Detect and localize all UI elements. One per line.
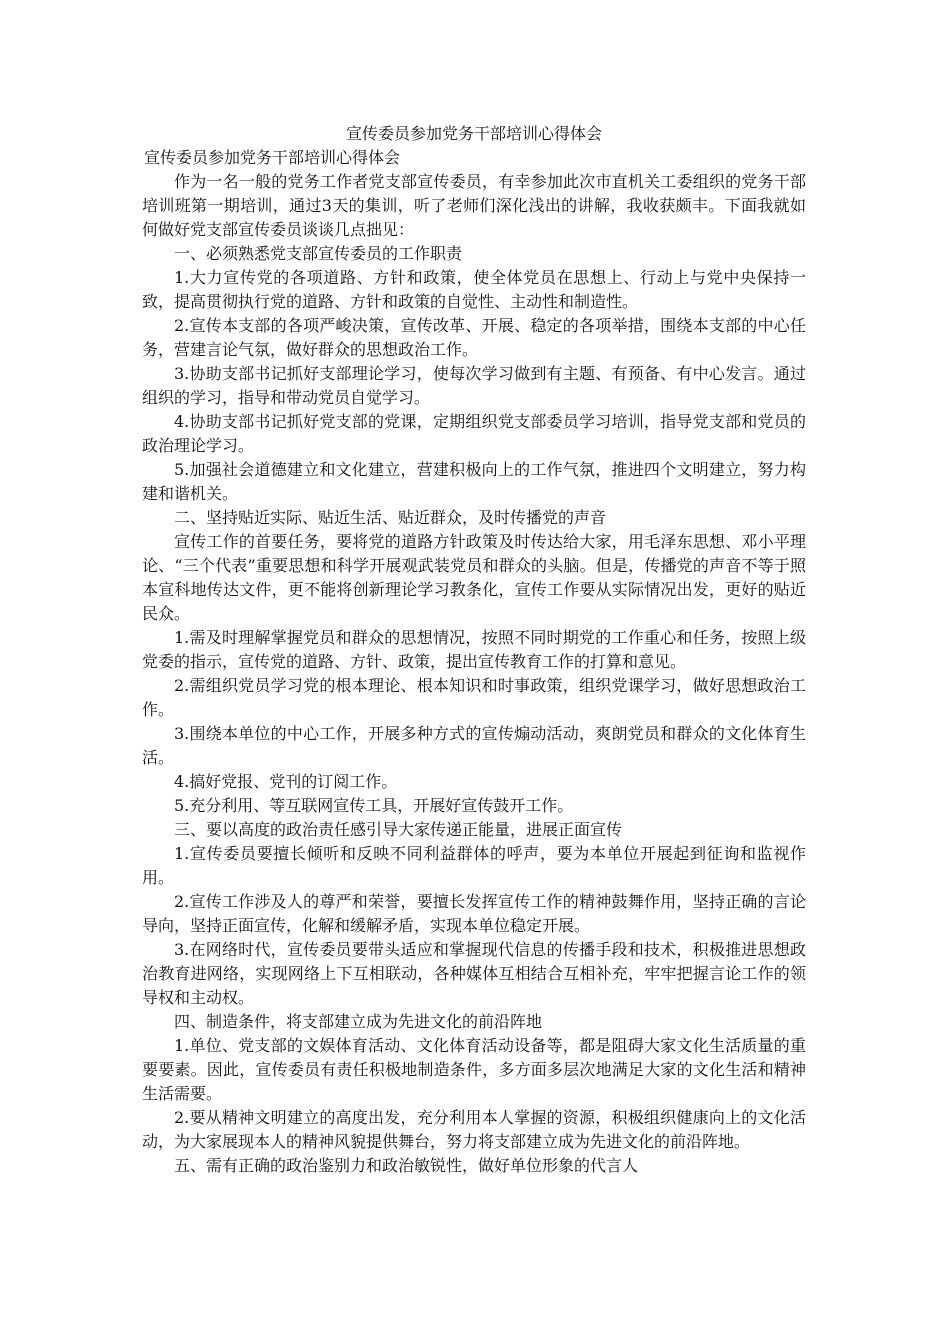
paragraph: 5.充分利用、等互联网宣传工具，开展好宣传鼓开工作。 — [174, 796, 574, 815]
paragraph: 1.大力宣传党的各项道路、方针和政策，使全体党员在思想上、行动上与党中央保持一致，提高贯彻执行党的道路、方针和政策的自觉性、主动性和制造性。 — [142, 268, 806, 311]
paragraph: 3.在网络时代，宣传委员要带头适应和掌握现代信息的传播手段和技术，积极推进思想政治教育进网络，实现网络上下互相联动，各种媒体互相结合互相补充，牢牢把握言论工作的领导权和主动权。 — [142, 940, 806, 1007]
paragraph: 1.单位、党支部的文娱体育活动、文化体育活动设备等，都是阻碍大家文化生活质量的重要要素。因此，宣传委员有责任积极地制造条件，多方面多层次地满足大家的文化生活和精神生活需要。 — [142, 1036, 806, 1103]
paragraph: 2.要从精神文明建立的高度出发，充分利用本人掌握的资源，积极组织健康向上的文化活动，为大家展现本人的精神风貌提供舞台，努力将支部建立成为先进文化的前沿阵地。 — [142, 1108, 806, 1151]
paragraph: 1.需及时理解掌握党员和群众的思想情况，按照不同时期党的工作重心和任务，按照上级党委的指示，宣传党的道路、方针、政策，提出宣传教育工作的打算和意见。 — [142, 628, 806, 671]
section-heading: 二、坚持贴近实际、贴近生活、贴近群众，及时传播党的声音 — [174, 508, 607, 527]
paragraph: 宣传工作的首要任务，要将党的道路方针政策及时传达给大家，用毛泽东思想、邓小平理论、“三个代表”重要思想和科学开展观武装党员和群众的头脑。但是，传播党的声音不等于照本宣科地传达文件，更不能将创新理论学习教条化，宣传工作要从实际情况出发，更好的贴近民众。 — [142, 532, 806, 623]
paragraph: 作为一名一般的党务工作者党支部宣传委员，有幸参加此次市直机关工委组织的党务干部培训班第一期培训，通过3天的集训，听了老师们深化浅出的讲解，我收获颇丰。下面我就如何做好党支部宣传委员谈谈几点拙见： — [142, 172, 806, 239]
paragraph: 5.加强社会道德建立和文化建立，营建积极向上的工作气氛，推进四个文明建立，努力构建和谐机关。 — [142, 460, 806, 503]
document-title: 宣传委员参加党务干部培训心得体会 — [345, 124, 602, 143]
section-heading: 五、需有正确的政治鉴别力和政治敏锐性，做好单位形象的代言人 — [174, 1156, 639, 1175]
document-subtitle: 宣传委员参加党务干部培训心得体会 — [144, 148, 401, 167]
section-heading: 三、要以高度的政治责任感引导大家传递正能量，进展正面宣传 — [174, 820, 623, 839]
paragraph: 2.需组织党员学习党的根本理论、根本知识和时事政策，组织党课学习，做好思想政治工作。 — [142, 676, 806, 719]
section-heading: 四、制造条件，将支部建立成为先进文化的前沿阵地 — [174, 1012, 543, 1031]
document-body — [142, 122, 806, 1178]
paragraph: 2.宣传本支部的各项严峻决策，宣传改革、开展、稳定的各项举措，围绕本支部的中心任务，营建言论气氛，做好群众的思想政治工作。 — [142, 316, 806, 359]
paragraph: 3.协助支部书记抓好支部理论学习，使每次学习做到有主题、有预备、有中心发言。通过组织的学习，指导和带动党员自觉学习。 — [142, 364, 806, 407]
paragraph: 4.协助支部书记抓好党支部的党课，定期组织党支部委员学习培训，指导党支部和党员的政治理论学习。 — [142, 412, 806, 455]
paragraph: 3.围绕本单位的中心工作，开展多种方式的宣传煽动活动，爽朗党员和群众的文化体育生活。 — [142, 724, 806, 767]
paragraph: 2.宣传工作涉及人的尊严和荣誉，要擅长发挥宣传工作的精神鼓舞作用，坚持正确的言论导向，坚持正面宣传，化解和缓解矛盾，实现本单位稳定开展。 — [142, 892, 806, 935]
section-heading: 一、必须熟悉党支部宣传委员的工作职责 — [174, 244, 463, 263]
paragraph: 4.搞好党报、党刊的订阅工作。 — [174, 772, 398, 791]
paragraph: 1.宣传委员要擅长倾听和反映不同利益群体的呼声，要为本单位开展起到征询和监视作用。 — [142, 844, 806, 887]
